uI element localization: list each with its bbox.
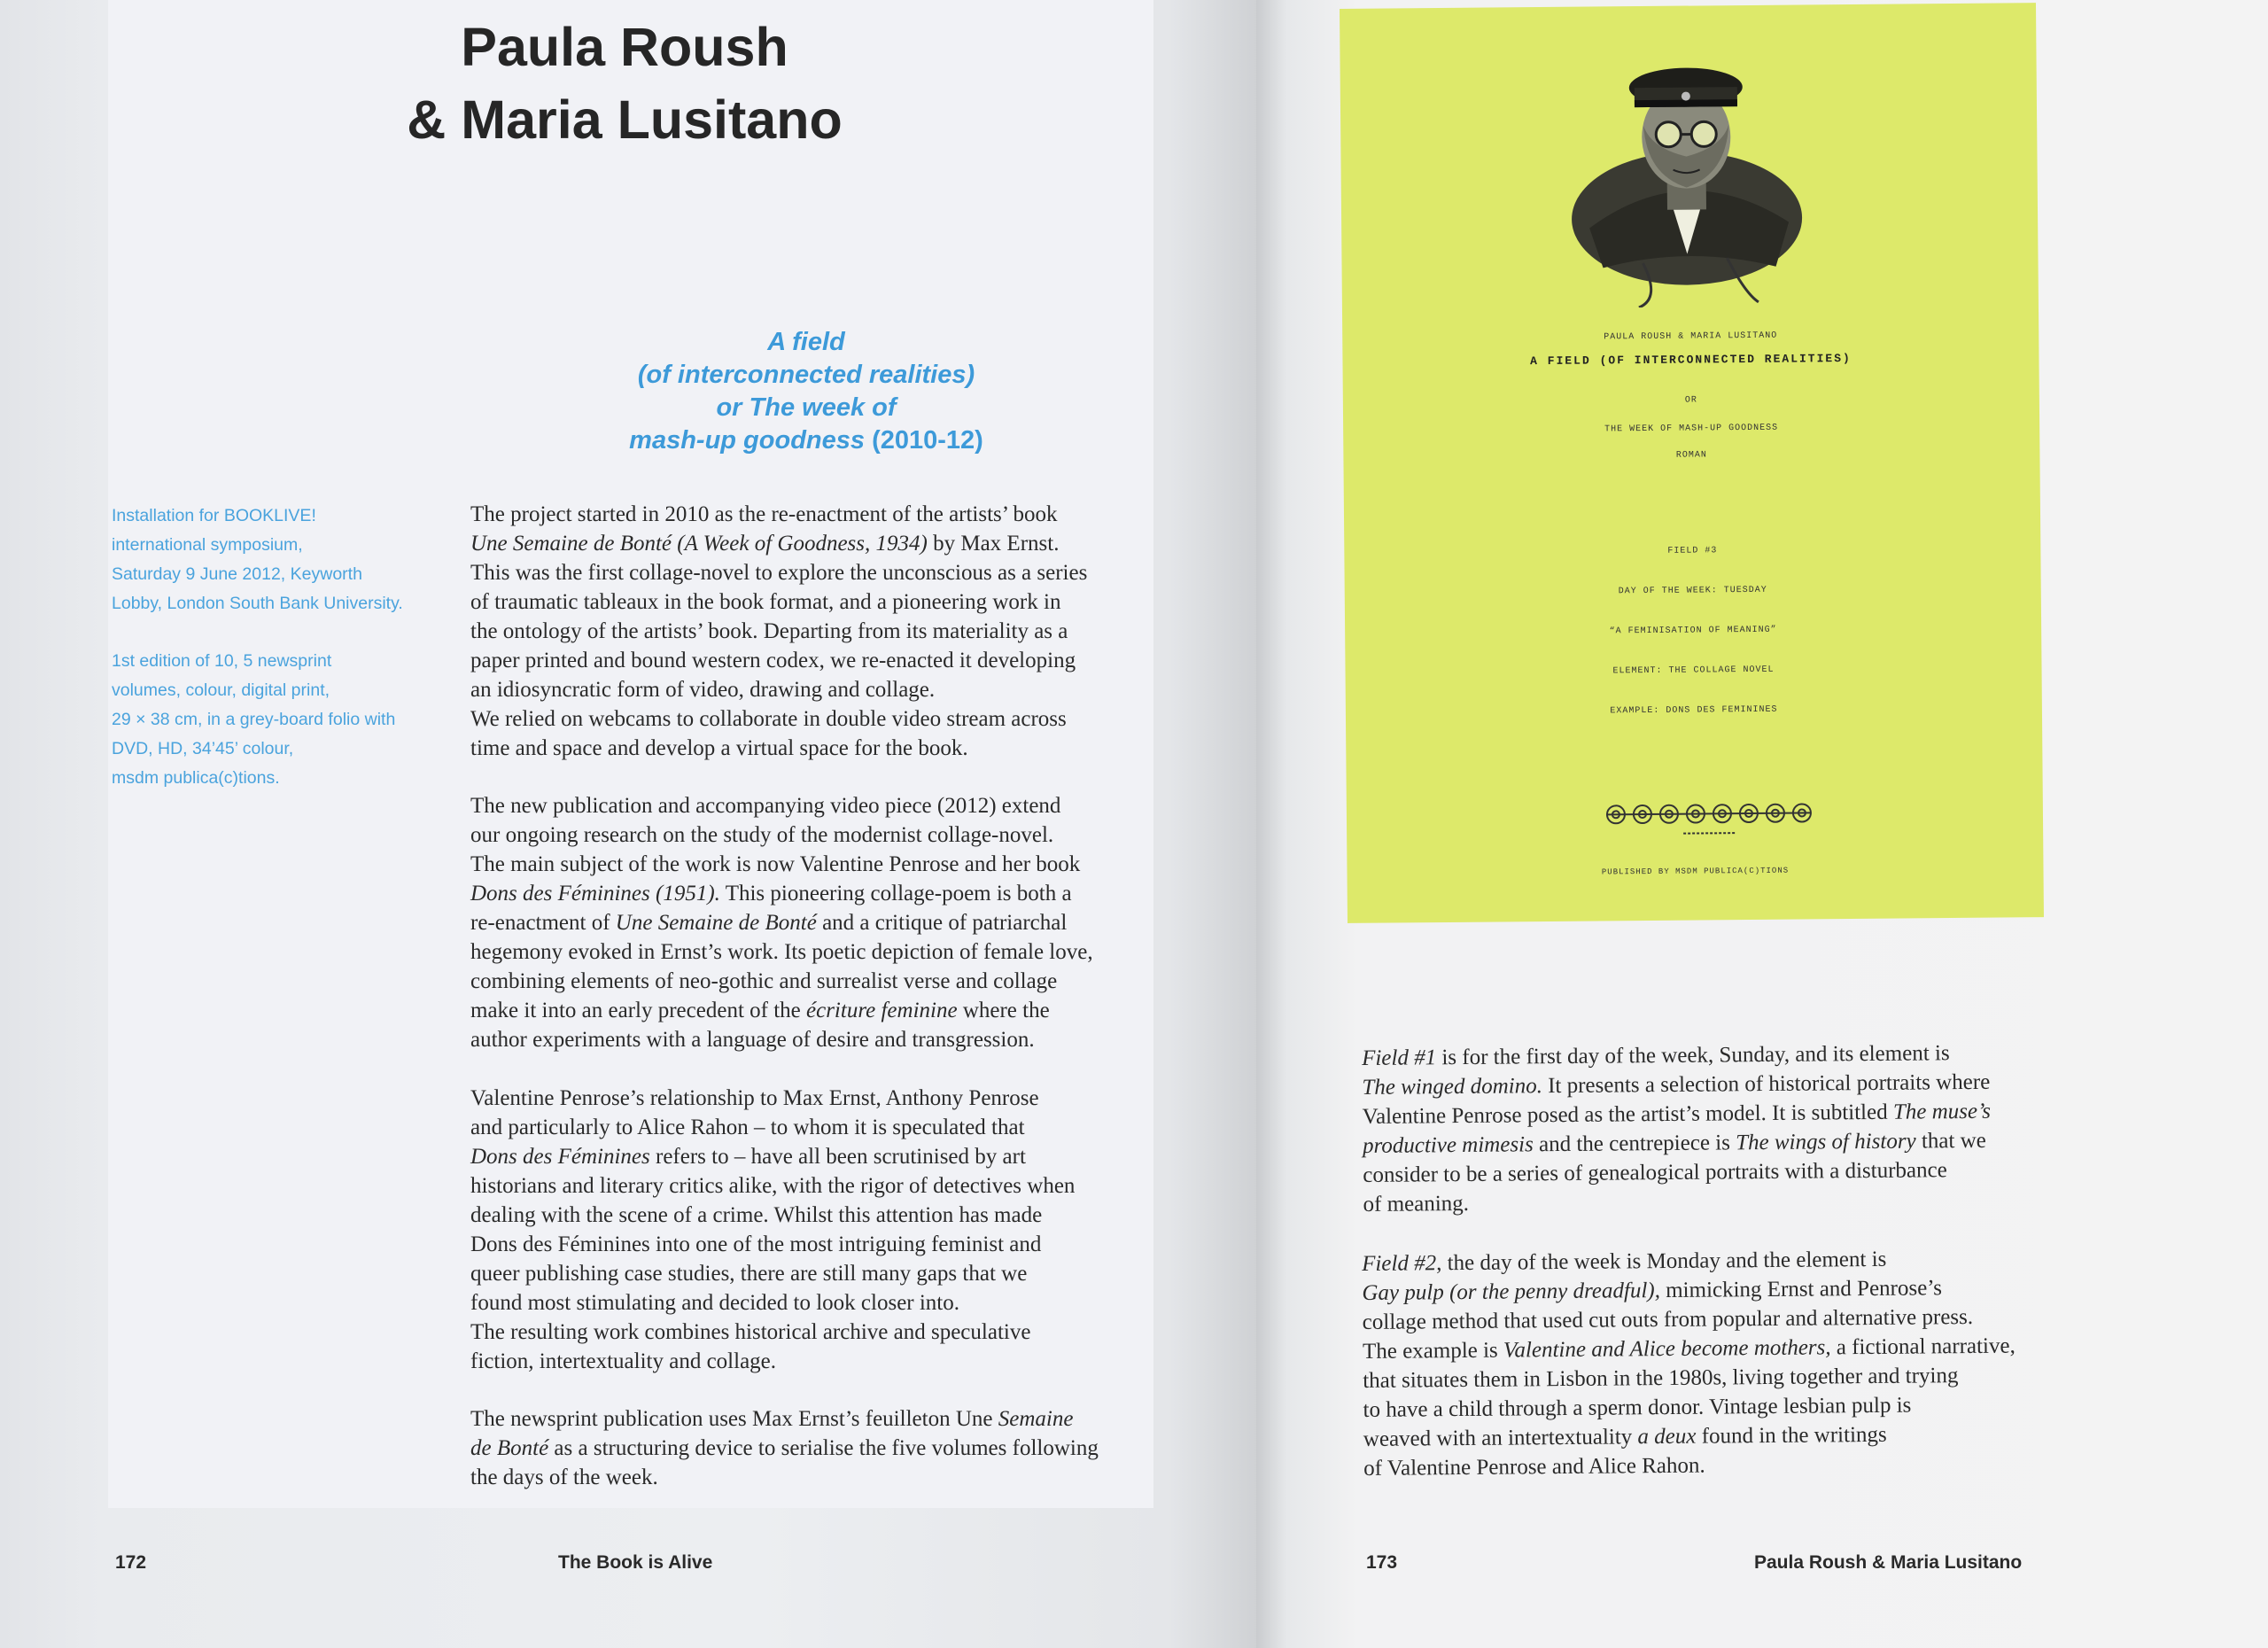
text-segment: dealing with the scene of a crime. Whilst this attention has made	[470, 1203, 1043, 1227]
author-title-line: & Maria Lusitano	[407, 89, 843, 150]
text-line	[470, 617, 1161, 646]
text-segment: to have a child through a sperm donor. Vintage lesbian pulp is	[1363, 1393, 1912, 1422]
text-segment: the days of the week.	[470, 1465, 658, 1489]
work-title-line: mash-up goodness	[629, 426, 866, 455]
text-segment: as a structuring device to serialise the five volumes following	[548, 1436, 1099, 1460]
text-line	[470, 996, 1161, 1025]
text-line	[470, 1347, 1161, 1376]
italic-segment: The winged domino.	[1362, 1074, 1543, 1100]
text-line	[112, 531, 448, 560]
cover-image	[1340, 3, 2044, 923]
text-segment: that we	[1915, 1128, 1986, 1154]
page-number-left: 172	[115, 1552, 147, 1573]
text-line	[112, 735, 448, 764]
text-segment: an idiosyncratic form of video, drawing and collage.	[470, 678, 936, 702]
italic-segment: Field #1	[1362, 1046, 1437, 1070]
text-segment: of traumatic tableaux in the book format, and a pioneering work in	[470, 590, 1061, 614]
text-line	[1363, 1125, 2071, 1161]
text-line	[1363, 1448, 2072, 1483]
text-line	[470, 879, 1161, 908]
text-segment: and the centrepiece is	[1533, 1131, 1736, 1157]
cover-day: DAY OF THE WEEK: TUESDAY	[1618, 585, 1767, 597]
text-segment: fiction, intertextuality and collage.	[470, 1349, 777, 1373]
text-segment: collage method that used cut outs from popular and alternative press.	[1362, 1304, 1974, 1334]
text-line	[470, 1288, 1161, 1318]
text-segment: found most stimulating and decided to look closer into.	[470, 1291, 960, 1315]
text-segment: We relied on webcams to collaborate in double video stream across	[470, 707, 1067, 731]
text-line	[470, 734, 1161, 763]
text-segment: refers to – have all been scrutinised by art	[649, 1145, 1026, 1169]
text-segment: is for the first day of the week, Sunday, and its element is	[1436, 1041, 1950, 1070]
text-line	[112, 589, 448, 618]
cover-or: OR	[1684, 395, 1697, 406]
text-line	[1363, 1331, 2071, 1366]
text-segment: the ontology of the artists’ book. Departing from its materiality as a	[470, 619, 1068, 643]
author-title	[372, 11, 877, 156]
text-segment: consider to be a series of genealogical portraits with a disturbance	[1363, 1158, 1947, 1187]
cover-genre: ROMAN	[1675, 450, 1707, 461]
text-segment: 1st edition of 10, 5 newsprint	[112, 651, 332, 671]
text-line	[470, 1113, 1161, 1142]
ornament-border	[1604, 793, 1817, 848]
text-line	[470, 1463, 1161, 1492]
text-segment: DVD, HD, 34’45’ colour,	[112, 739, 294, 758]
text-segment: Saturday 9 June 2012, Keyworth	[112, 564, 362, 584]
text-segment: msdm publica(c)tions.	[112, 768, 280, 788]
text-segment: and particularly to Alice Rahon – to whom it is speculated that	[470, 1116, 1025, 1139]
text-segment: queer publishing case studies, there are still many gaps that we	[470, 1262, 1028, 1286]
right-paragraph-1	[1362, 1038, 2072, 1219]
text-line	[470, 1025, 1161, 1054]
cover-byline: PAULA ROUSH & MARIA LUSITANO	[1604, 330, 1778, 343]
text-line	[112, 560, 448, 589]
text-segment: The resulting work combines historical archive and speculative	[470, 1320, 1031, 1344]
text-line	[470, 1259, 1161, 1288]
text-line	[470, 1201, 1161, 1230]
text-segment: The main subject of the work is now Valentine Penrose and her book	[470, 852, 1081, 876]
text-segment: mimicking Ernst and Penrose’s	[1659, 1276, 1943, 1303]
text-segment: that situates them in Lisbon in the 1980s, living together and trying	[1363, 1364, 1959, 1393]
text-segment: weaved with an intertextuality	[1363, 1425, 1638, 1451]
text-segment: by Max Ernst.	[927, 532, 1060, 556]
text-line	[470, 558, 1161, 587]
sidebar-edition-note	[112, 647, 448, 793]
text-line	[470, 967, 1161, 996]
text-segment: international symposium,	[112, 535, 303, 555]
text-segment: make it into an early precedent of the	[470, 999, 807, 1022]
italic-segment: Semaine	[998, 1407, 1074, 1431]
text-line	[470, 791, 1161, 820]
text-segment: our ongoing research on the study of the modernist collage-novel.	[470, 823, 1054, 847]
work-title-line: (of interconnected realities)	[637, 361, 975, 389]
text-segment: The new publication and accompanying video piece (2012) extend	[470, 794, 1061, 818]
text-line	[470, 529, 1161, 558]
text-line	[470, 820, 1161, 850]
body-paragraph-2	[470, 791, 1161, 1054]
text-segment: of meaning.	[1363, 1191, 1470, 1217]
text-line	[470, 500, 1161, 529]
italic-segment: de Bonté	[470, 1436, 549, 1460]
work-title-last-line	[532, 424, 1081, 457]
text-segment: Valentine Penrose posed as the artist’s model. It is subtitled	[1362, 1100, 1894, 1129]
italic-segment: The muse’s	[1892, 1099, 1991, 1124]
body-paragraph-4	[470, 1404, 1161, 1492]
text-line	[470, 1230, 1161, 1259]
work-title	[532, 326, 1081, 457]
cover-example: EXAMPLE: DONS DES FEMININES	[1610, 704, 1778, 717]
italic-segment: Dons des Féminines	[470, 1145, 650, 1169]
text-line	[470, 646, 1161, 675]
cover-subtitle: THE WEEK OF MASH-UP GOODNESS	[1604, 423, 1779, 435]
text-line	[470, 675, 1161, 704]
text-segment: The project started in 2010 as the re-enactment of the artists’ book	[470, 502, 1058, 526]
text-line	[470, 908, 1161, 937]
text-segment: re-enactment of	[470, 911, 616, 935]
text-segment: author experiments with a language of desire and transgression.	[470, 1028, 1035, 1052]
text-line	[470, 1142, 1161, 1171]
text-line	[470, 1404, 1161, 1434]
text-segment: found in the writings	[1696, 1422, 1887, 1449]
text-segment: Dons des Féminines into one of the most intriguing feminist and	[470, 1232, 1042, 1256]
italic-segment: Dons des Féminines (1951).	[470, 882, 720, 906]
text-segment: and a critique of patriarchal	[816, 911, 1068, 935]
text-segment: where the	[957, 999, 1050, 1022]
cover-element: ELEMENT: THE COLLAGE NOVEL	[1612, 665, 1775, 677]
running-head-right: Paula Roush & Maria Lusitano	[1754, 1552, 2023, 1573]
text-line	[112, 705, 448, 735]
body-paragraph-1	[470, 500, 1161, 763]
text-segment: 29 × 38 cm, in a grey-board folio with	[112, 710, 396, 729]
text-line	[112, 647, 448, 676]
text-segment: a fictional narrative,	[1830, 1333, 2016, 1360]
sidebar-installation-note	[112, 501, 448, 618]
italic-segment: Gay pulp (or the penny dreadful),	[1362, 1279, 1661, 1305]
text-segment: time and space and develop a virtual space for the book.	[470, 736, 968, 760]
work-title-line: or The week of	[716, 393, 897, 422]
text-segment: Installation for BOOKLIVE!	[112, 506, 316, 525]
cover-field: FIELD #3	[1667, 546, 1718, 556]
text-line	[470, 937, 1161, 967]
text-segment: volumes, colour, digital print,	[112, 680, 330, 700]
italic-segment: a deux	[1637, 1424, 1697, 1450]
italic-segment: Une Semaine de Bonté	[615, 911, 817, 935]
text-line	[470, 587, 1161, 617]
text-line	[470, 1084, 1161, 1113]
body-paragraph-3	[470, 1084, 1161, 1376]
text-line	[470, 1171, 1161, 1201]
text-segment: historians and literary critics alike, with the rigor of detectives when	[470, 1174, 1076, 1198]
work-title-year: (2010-12)	[872, 426, 983, 455]
text-segment: The example is	[1362, 1338, 1504, 1364]
page-number-right: 173	[1366, 1552, 1398, 1573]
text-segment: paper printed and bound western codex, we re-enacted it developing	[470, 649, 1076, 672]
text-segment: , the day of the week is Monday and the element is	[1436, 1247, 1887, 1276]
cover-theme: “A FEMINISATION OF MEANING”	[1609, 625, 1777, 637]
text-segment: The newsprint publication uses Max Ernst’s feuilleton Une	[470, 1407, 998, 1431]
right-paragraph-2	[1362, 1243, 2072, 1483]
text-line	[112, 676, 448, 705]
text-segment: of Valentine Penrose and Alice Rahon.	[1363, 1453, 1705, 1481]
italic-segment: écriture feminine	[806, 999, 958, 1022]
portrait-engraving	[1552, 40, 1821, 308]
text-segment: Valentine Penrose’s relationship to Max Ernst, Anthony Penrose	[470, 1086, 1039, 1110]
cover-title: A FIELD (OF INTERCONNECTED REALITIES)	[1530, 351, 1852, 369]
text-line	[112, 501, 448, 531]
text-line	[470, 704, 1161, 734]
text-segment: Lobby, London South Bank University.	[112, 594, 403, 613]
text-segment: This was the first collage-novel to explore the unconscious as a series	[470, 561, 1088, 585]
text-segment: It presents a selection of historical portraits where	[1542, 1069, 1991, 1099]
italic-segment: Field #2	[1362, 1251, 1437, 1276]
italic-segment: Valentine and Alice become mothers,	[1503, 1335, 1831, 1363]
text-segment: This pioneering collage-poem is both a	[719, 882, 1072, 906]
italic-segment: Une Semaine de Bonté (A Week of Goodness, 1934)	[470, 532, 928, 556]
text-line	[1363, 1184, 2071, 1219]
author-title-line: Paula Roush	[461, 17, 788, 77]
text-line	[470, 1318, 1161, 1347]
text-segment: hegemony evoked in Ernst’s work. Its poetic depiction of female love,	[470, 940, 1093, 964]
work-title-line: A field	[767, 328, 845, 356]
text-line	[112, 764, 448, 793]
text-segment: combining elements of neo-gothic and surrealist verse and collage	[470, 969, 1058, 993]
running-head-left: The Book is Alive	[558, 1552, 713, 1573]
text-line	[470, 850, 1161, 879]
cover-publisher: PUBLISHED BY MSDM PUBLICA(C)TIONS	[1601, 866, 1790, 877]
text-line	[470, 1434, 1161, 1463]
italic-segment: productive mimesis	[1362, 1132, 1534, 1158]
italic-segment: The wings of history	[1736, 1129, 1916, 1155]
